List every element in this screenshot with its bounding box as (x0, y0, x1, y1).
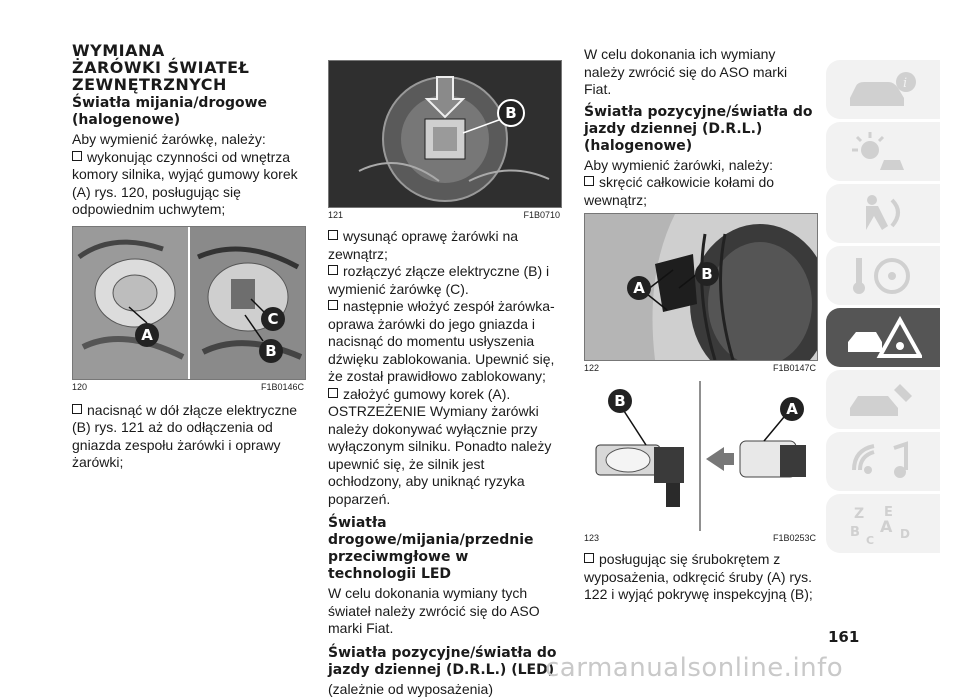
maintenance-car-icon (844, 378, 922, 422)
checkbox-bullet-icon (584, 553, 594, 563)
sub-heading-drl-led: Światła pozycyjne/światła do jazdy dziennej (D.R.L.) (LED) (328, 645, 560, 679)
checkbox-bullet-icon (584, 176, 594, 186)
heading-line: ŻARÓWKI ŚWIATEŁ (72, 59, 304, 76)
emergency-triangle-car-icon (844, 316, 922, 360)
svg-text:i: i (903, 76, 907, 91)
sub-heading-led: Światła drogowe/mijania/przednie przeciwmgłowe w technologii LED (328, 515, 560, 583)
svg-text:D: D (900, 527, 910, 541)
bullet-item (584, 174, 816, 209)
figure-caption (584, 363, 816, 373)
column-2 (328, 60, 560, 698)
figure-code: F1B0710 (523, 210, 560, 220)
car-info-icon (844, 68, 922, 112)
figure-number: 121 (328, 210, 343, 220)
bullet-text: wykonując czynności od wnętrza komory silnika, wyjąć gumowy korek (A) rys. 120, posługując się odpowiednim uchwytem; (72, 149, 298, 218)
warning-text: OSTRZEŻENIE Wymiany żarówki należy dokonywać wyłącznie przy wyłączonym silniku. Ponadto należy upewnić się, że silnik jest ochłodzony, aby uniknąć ryzyka poparzeń. (328, 403, 560, 508)
tab-index[interactable] (826, 494, 940, 553)
page-number: 161 (828, 628, 859, 646)
bullet-item (72, 149, 304, 219)
multimedia-icon (844, 440, 922, 484)
svg-text:B: B (850, 525, 860, 540)
intro-text: Aby wymienić żarówki, należy: (584, 157, 816, 175)
bullet-item (328, 298, 560, 386)
bullet-item (328, 263, 560, 298)
tab-multimedia[interactable] (826, 432, 940, 491)
wheel-arch-illustration (585, 214, 817, 360)
key-steering-wheel-icon (844, 254, 922, 298)
svg-text:C: C (866, 534, 874, 546)
tab-safety[interactable] (826, 184, 940, 243)
bullet-text: następnie włożyć zespół żarówka-oprawa żarówki do jego gniazda i nacisnąć do momentu usłyszenia dźwięku zablokowania. Upewnić się, że został prawidłowo zablokowany; (328, 298, 555, 384)
heading-line: ZEWNĘTRZNYCH (72, 76, 304, 93)
intro-text: Aby wymienić żarówkę, należy: (72, 131, 304, 149)
figure-number: 122 (584, 363, 599, 373)
tab-car-info[interactable] (826, 60, 940, 119)
checkbox-bullet-icon (72, 151, 82, 161)
bullet-text: nacisnąć w dół złącze elektryczne (B) rys. 121 aż do odłączenia od gniazda zespołu żarówki i oprawy żarówki; (72, 402, 297, 471)
headlamp-rear-illustration (329, 61, 561, 207)
drl-led-paragraph: (zależnie od wyposażenia) (328, 681, 560, 698)
top-paragraph: W celu dokonania ich wymiany należy zwrócić się do ASO marki Fiat. (584, 46, 816, 99)
led-paragraph: W celu dokonania wymiany tych świateł należy zwrócić się do ASO marki Fiat. (328, 585, 560, 638)
figure-code: F1B0146C (261, 382, 304, 392)
column-3 (584, 46, 816, 604)
watermark: carmanualsonline.info (545, 653, 843, 683)
bullet-item (584, 551, 816, 604)
tab-dashboard[interactable] (826, 122, 940, 181)
tab-starting[interactable] (826, 246, 940, 305)
figure-number: 123 (584, 533, 599, 543)
bullet-text: posługując się śrubokrętem z wyposażenia, odkręcić śruby (A) rys. 122 i wyjąć pokrywę inspekcyjną (B); (584, 551, 813, 602)
callout-a: A (135, 323, 159, 347)
seat-airbag-icon (844, 192, 922, 236)
bullet-item (328, 386, 560, 404)
callout-b: B (259, 339, 283, 363)
svg-text:Z: Z (854, 506, 864, 522)
callout-a: A (780, 397, 804, 421)
callout-b: B (497, 99, 525, 127)
bullet-text: skręcić całkowicie kołami do wewnątrz; (584, 174, 774, 208)
figure-123 (584, 381, 816, 531)
figure-121 (328, 60, 562, 208)
callout-a: A (627, 276, 651, 300)
svg-text:A: A (880, 517, 893, 536)
bullet-text: rozłączyć złącze elektryczne (B) i wymienić żarówkę (C). (328, 263, 549, 297)
bullet-item (72, 402, 304, 472)
bullet-item (328, 228, 560, 263)
checkbox-bullet-icon (328, 230, 338, 240)
figure-caption (584, 533, 816, 543)
column-1 (72, 42, 304, 472)
checkbox-bullet-icon (328, 388, 338, 398)
callout-c: C (261, 307, 285, 331)
tab-maintenance[interactable] (826, 370, 940, 429)
alphabetical-index-icon (844, 502, 922, 546)
tab-emergency[interactable] (826, 308, 940, 367)
sub-heading-drl-halogen: Światła pozycyjne/światła do jazdy dziennej (D.R.L.) (halogenowe) (584, 104, 816, 155)
checkbox-bullet-icon (328, 265, 338, 275)
heading-line: WYMIANA (72, 42, 304, 59)
figure-120 (72, 226, 306, 380)
callout-b: B (608, 389, 632, 413)
figure-caption (72, 382, 304, 392)
figure-code: F1B0147C (773, 363, 816, 373)
checkbox-bullet-icon (72, 404, 82, 414)
callout-b: B (695, 262, 719, 286)
figure-code: F1B0253C (773, 533, 816, 543)
svg-text:E: E (884, 505, 893, 520)
section-main-heading (72, 42, 304, 93)
bullet-text: założyć gumowy korek (A). (343, 386, 510, 402)
figure-122 (584, 213, 818, 361)
figure-number: 120 (72, 382, 87, 392)
chapter-tabs (826, 60, 940, 556)
checkbox-bullet-icon (328, 300, 338, 310)
sub-heading-halogen: Światła mijania/drogowe (halogenowe) (72, 95, 304, 129)
bullet-text: wysunąć oprawę żarówki na zewnątrz; (328, 228, 518, 262)
dashboard-lights-icon (844, 130, 922, 174)
figure-caption (328, 210, 560, 220)
